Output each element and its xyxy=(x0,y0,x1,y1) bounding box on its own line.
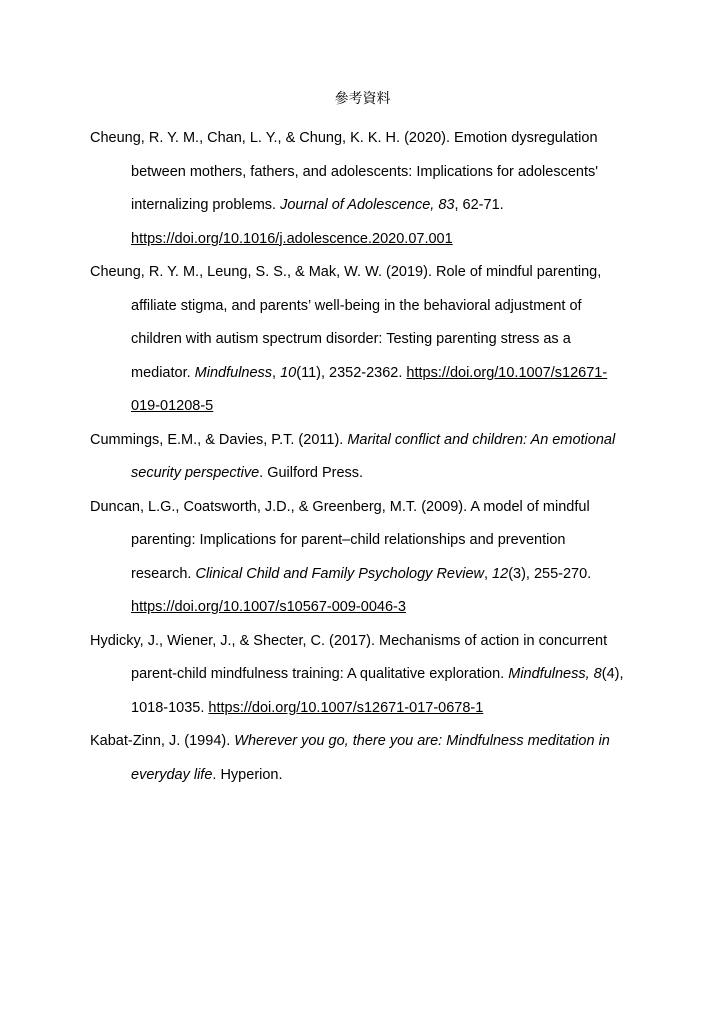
reference-text: , xyxy=(272,364,281,381)
reference-text: research. xyxy=(131,565,196,582)
reference-item xyxy=(90,424,650,491)
reference-item xyxy=(90,625,650,726)
reference-text: (4), xyxy=(601,666,624,682)
reference-journal: Journal of Adolescence, 83 xyxy=(280,197,455,213)
reference-volume: 12 xyxy=(492,565,509,582)
reference-journal: Clinical Child and Family Psychology Review xyxy=(195,565,484,582)
reference-text: Hydicky, J., Wiener, J., & Shecter, C. (2017). Mechanisms of action in concurrent xyxy=(90,632,608,649)
doi-link[interactable]: https://doi.org/10.1007/s12671-017-0678-1 xyxy=(208,699,484,716)
reference-book-title: everyday life xyxy=(131,766,213,783)
reference-text: children with autism spectrum disorder: Testing parenting stress as a xyxy=(131,331,571,347)
reference-volume: 10 xyxy=(280,364,297,381)
doi-link[interactable]: https://doi.org/10.1016/j.adolescence.2020.07.001 xyxy=(131,230,453,247)
reference-text: . Guilford Press. xyxy=(259,465,364,481)
reference-item xyxy=(90,725,650,792)
reference-text: , xyxy=(483,565,493,582)
page-title: 參考資料 xyxy=(334,91,391,107)
reference-text: affiliate stigma, and parents’ well-being in the behavioral adjustment of xyxy=(131,297,582,314)
reference-text: mediator. xyxy=(131,364,195,381)
reference-list xyxy=(90,122,650,792)
reference-book-title: security perspective xyxy=(131,465,260,481)
reference-text: Duncan, L.G., Coatsworth, J.D., & Greenberg, M.T. (2009). A model of mindful xyxy=(90,498,590,515)
reference-text: between mothers, fathers, and adolescents: Implications for adolescents' xyxy=(131,163,599,180)
reference-text: (3), 255-270. xyxy=(508,565,592,582)
reference-text: parent-child mindfulness training: A qualitative exploration. xyxy=(131,666,509,682)
reference-journal: Mindfulness, 8 xyxy=(508,666,602,682)
reference-text: (11), 2352-2362. xyxy=(296,364,407,381)
reference-text: Cheung, R. Y. M., Leung, S. S., & Mak, W. W. (2019). Role of mindful parenting, xyxy=(90,264,602,280)
doi-link-continued[interactable]: 019-01208-5 xyxy=(131,398,214,414)
reference-book-title: Marital conflict and children: An emotional xyxy=(347,431,616,448)
reference-text: 1018-1035. xyxy=(131,699,209,716)
reference-item xyxy=(90,256,650,424)
reference-text: . Hyperion. xyxy=(212,766,283,783)
reference-item xyxy=(90,122,650,256)
reference-text: Kabat-Zinn, J. (1994). xyxy=(90,733,235,749)
reference-journal: Mindfulness xyxy=(194,364,273,381)
doi-link[interactable]: https://doi.org/10.1007/s12671- xyxy=(406,364,608,381)
doi-link[interactable]: https://doi.org/10.1007/s10567-009-0046-3 xyxy=(131,599,406,615)
reference-book-title: Wherever you go, there you are: Mindfulness meditation in xyxy=(234,733,610,749)
reference-text: Cummings, E.M., & Davies, P.T. (2011). xyxy=(90,431,348,448)
reference-item xyxy=(90,491,650,625)
reference-text: Cheung, R. Y. M., Chan, L. Y., & Chung, K. K. H. (2020). Emotion dysregulation xyxy=(90,130,598,146)
reference-text: , 62-71. xyxy=(454,197,504,213)
reference-text: internalizing problems. xyxy=(131,197,281,213)
reference-text: parenting: Implications for parent–child relationships and prevention xyxy=(131,532,566,548)
